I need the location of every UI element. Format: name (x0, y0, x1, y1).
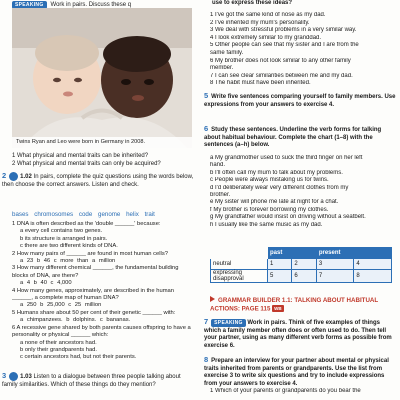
habit-chart-cell[interactable]: 6 (292, 270, 316, 283)
expression-item: 8 The habit must have been inherited. (210, 80, 311, 87)
expression-item: 2 I've inherited my mum's personality. (210, 19, 310, 26)
arrow-icon (210, 296, 215, 302)
habit-chart-cell[interactable]: 5 (268, 270, 292, 283)
speaking-instruction: Work in pairs. Discuss these q (50, 2, 132, 8)
expression-item: member. (210, 65, 234, 72)
quiz-question: 6 A recessive gene shared by both parents causes offspring to have a personality or physical ______ which: (12, 324, 191, 339)
quiz-question: 2 How many pairs of ______ are found in most human cells? (12, 250, 168, 257)
quiz-question: 4 How many genes, approximately, are described in the human ______, a complete map of human DNA? (12, 287, 174, 302)
quiz-question: 3 How many different chemical ______, the fundamental building blocks of DNA, are there? (12, 265, 179, 279)
twins-illustration (12, 8, 192, 148)
quiz-option[interactable]: a none of their ancestors had. (20, 339, 97, 346)
exercise-8 (204, 356, 398, 396)
word-bank-item: helix (126, 211, 139, 218)
audio-track-icon[interactable] (9, 172, 18, 181)
quiz-options-row[interactable]: a 250 b 25,000 c 25 million (20, 302, 102, 309)
habit-chart-cell[interactable]: 2 (292, 259, 316, 270)
habit-chart-header (211, 248, 392, 259)
quiz-option[interactable]: a every cell contains two genes. (20, 228, 103, 235)
habit-chart-cell[interactable]: 8 (354, 270, 392, 283)
grammar-builder-title: GRAMMAR BUILDER 1.1: TALKING ABOUT HABITUAL ACTIONS: PAGE 115 (210, 297, 379, 313)
expression-item: 6 My brother does not look similar to any other family (210, 57, 351, 64)
expression-item: 5 Other people can see that my sister and I are from the (210, 42, 359, 49)
exercise-instruction: Write five sentences comparing yourself to family members. Use expressions from your answers to exercise 4. (204, 94, 396, 108)
quiz-option[interactable]: c certain ancestors had, but not their parents. (20, 354, 137, 361)
word-bank-item: trait (144, 211, 155, 218)
discussion-questions (12, 152, 194, 168)
exercise-instruction: In pairs, complete the quiz questions using the words below, then choose the correct answers. Listen and check. (2, 174, 194, 189)
habit-chart-row (211, 270, 392, 283)
habit-sentence: a My grandmother used to suck the third finger on her left (210, 155, 363, 161)
habit-chart-row-label: expressing disapproval (211, 270, 268, 283)
exercise-number: 3 (2, 371, 7, 381)
quiz-options-row[interactable]: a 4 b 40 c 4,000 (20, 280, 72, 287)
discussion-question: 1 What physical and mental traits can be inherited? (12, 153, 149, 159)
habit-chart-row (211, 259, 392, 270)
exercise-6 (204, 125, 398, 150)
quiz-question: 1 DNA is often described as the 'double ______' because: (12, 221, 161, 227)
speaking-badge: SPEAKING (211, 319, 246, 327)
discussion-question: 2 What physical and mental traits can only be acquired? (12, 161, 161, 167)
habit-chart-corner (211, 248, 268, 259)
habit-sentence: brother. (210, 192, 231, 199)
quiz-option[interactable]: b only their grandparents had. (20, 346, 98, 353)
quiz-list (12, 221, 196, 362)
exercise-instruction: Work in pairs. Think of five examples of things which a family member often does or often used to do. Then tell your partner, using as many different verb forms as possible from exercise 6. (204, 320, 392, 349)
audio-track-icon[interactable] (9, 372, 18, 381)
exercise-7 (204, 318, 398, 350)
exercise-number: 5 (204, 91, 209, 100)
speaking-badge: SPEAKING (12, 1, 47, 9)
exercise-number: 7 (204, 317, 209, 326)
habit-sentence: hand. (210, 162, 226, 169)
habit-sentence: f My brother is forever borrowing my clothes. (210, 206, 329, 213)
photo-caption: Twins Ryan and Leo were born in Germany in 2008. (12, 137, 192, 148)
habit-sentence: c People were always mistaking us for twins. (210, 177, 329, 184)
habit-sentence: h I usually like the same music as my dad. (210, 221, 323, 228)
habit-sentence: e My sister will phone me late at night for a chat. (210, 199, 339, 206)
word-bank-item: genome (98, 211, 121, 218)
habit-sentence: d I'd deliberately wear very different clothes from my (210, 184, 349, 191)
workbook-icon: WB (274, 305, 282, 311)
interview-question: 1 Which of your parents or grandparents do you bear the (210, 388, 361, 395)
quiz-question: 5 Humans share about 50 per cent of their genetic ______ with: (12, 309, 176, 316)
expression-item: 3 We deal with stressful problems in a very similar way. (210, 27, 357, 34)
exercise-5 (204, 92, 398, 109)
habit-chart-row-label: neutral (211, 259, 268, 270)
habit-sentences (210, 155, 400, 229)
right-column (204, 0, 400, 400)
exercise-instruction: Prepare an interview for your partner about mental or physical traits inherited from parents or grandparents. Use the list from exercise 3 to write six questions and try to include expressions from your answers to exercise 4. (204, 358, 389, 387)
quiz-option[interactable]: b its structure is arranged in pairs. (20, 235, 108, 242)
habit-chart-cell[interactable]: 1 (268, 259, 292, 270)
habit-chart-cell[interactable]: 3 (316, 259, 354, 270)
expression-item: same family. (210, 49, 244, 56)
habit-sentence: b I'll often call my mum to talk about my problems. (210, 169, 343, 176)
habit-chart-header-past: past (268, 248, 317, 259)
exercise-4-intro: use to express these ideas? (212, 0, 293, 6)
habit-chart-header-present: present (316, 248, 391, 259)
exercise-instruction: Listen to a dialogue between three people talking about family similarities. Which of these things do they mention? (2, 374, 181, 389)
habit-sentence: g My grandfather would insist on driving without a seatbelt. (210, 214, 366, 221)
exercise-number: 2 (2, 171, 7, 181)
exercise-3 (2, 372, 194, 389)
word-bank (12, 211, 194, 218)
word-bank-item: code (78, 211, 93, 218)
twins-photo (12, 8, 192, 148)
exercise-2 (2, 172, 194, 189)
quiz-options-row[interactable]: a 23 b 46 c more than a million (20, 258, 116, 265)
word-bank-item: chromosomes (34, 211, 74, 218)
track-number: 1.03 (20, 374, 32, 381)
habit-chart-cell[interactable]: 7 (316, 270, 354, 283)
expression-item: 1 I've got the same kind of nose as my dad. (210, 12, 326, 18)
habit-chart-cell[interactable]: 4 (354, 259, 392, 270)
track-number: 1.02 (20, 174, 32, 181)
expression-list (210, 12, 400, 88)
quiz-option[interactable]: c there are two different kinds of DNA. (20, 243, 118, 250)
grammar-builder-link[interactable] (210, 296, 400, 313)
quiz-options-row[interactable]: a chimpanzees. b dolphins. c bananas. (20, 317, 131, 324)
expression-item: 7 I can see clear similarities between me and my dad. (210, 72, 353, 79)
word-bank-item: bases (12, 211, 29, 218)
exercise-instruction: Study these sentences. Underline the verb forms for talking about habitual behaviour. Complete the chart (1–8) with the sentences (a–h) below. (204, 127, 382, 149)
expression-item: 4 I look extremely similar to my granddad. (210, 34, 322, 41)
habit-chart (210, 247, 392, 283)
left-column (0, 0, 196, 400)
exercise-number: 6 (204, 124, 209, 133)
exercise-number: 8 (204, 355, 209, 364)
